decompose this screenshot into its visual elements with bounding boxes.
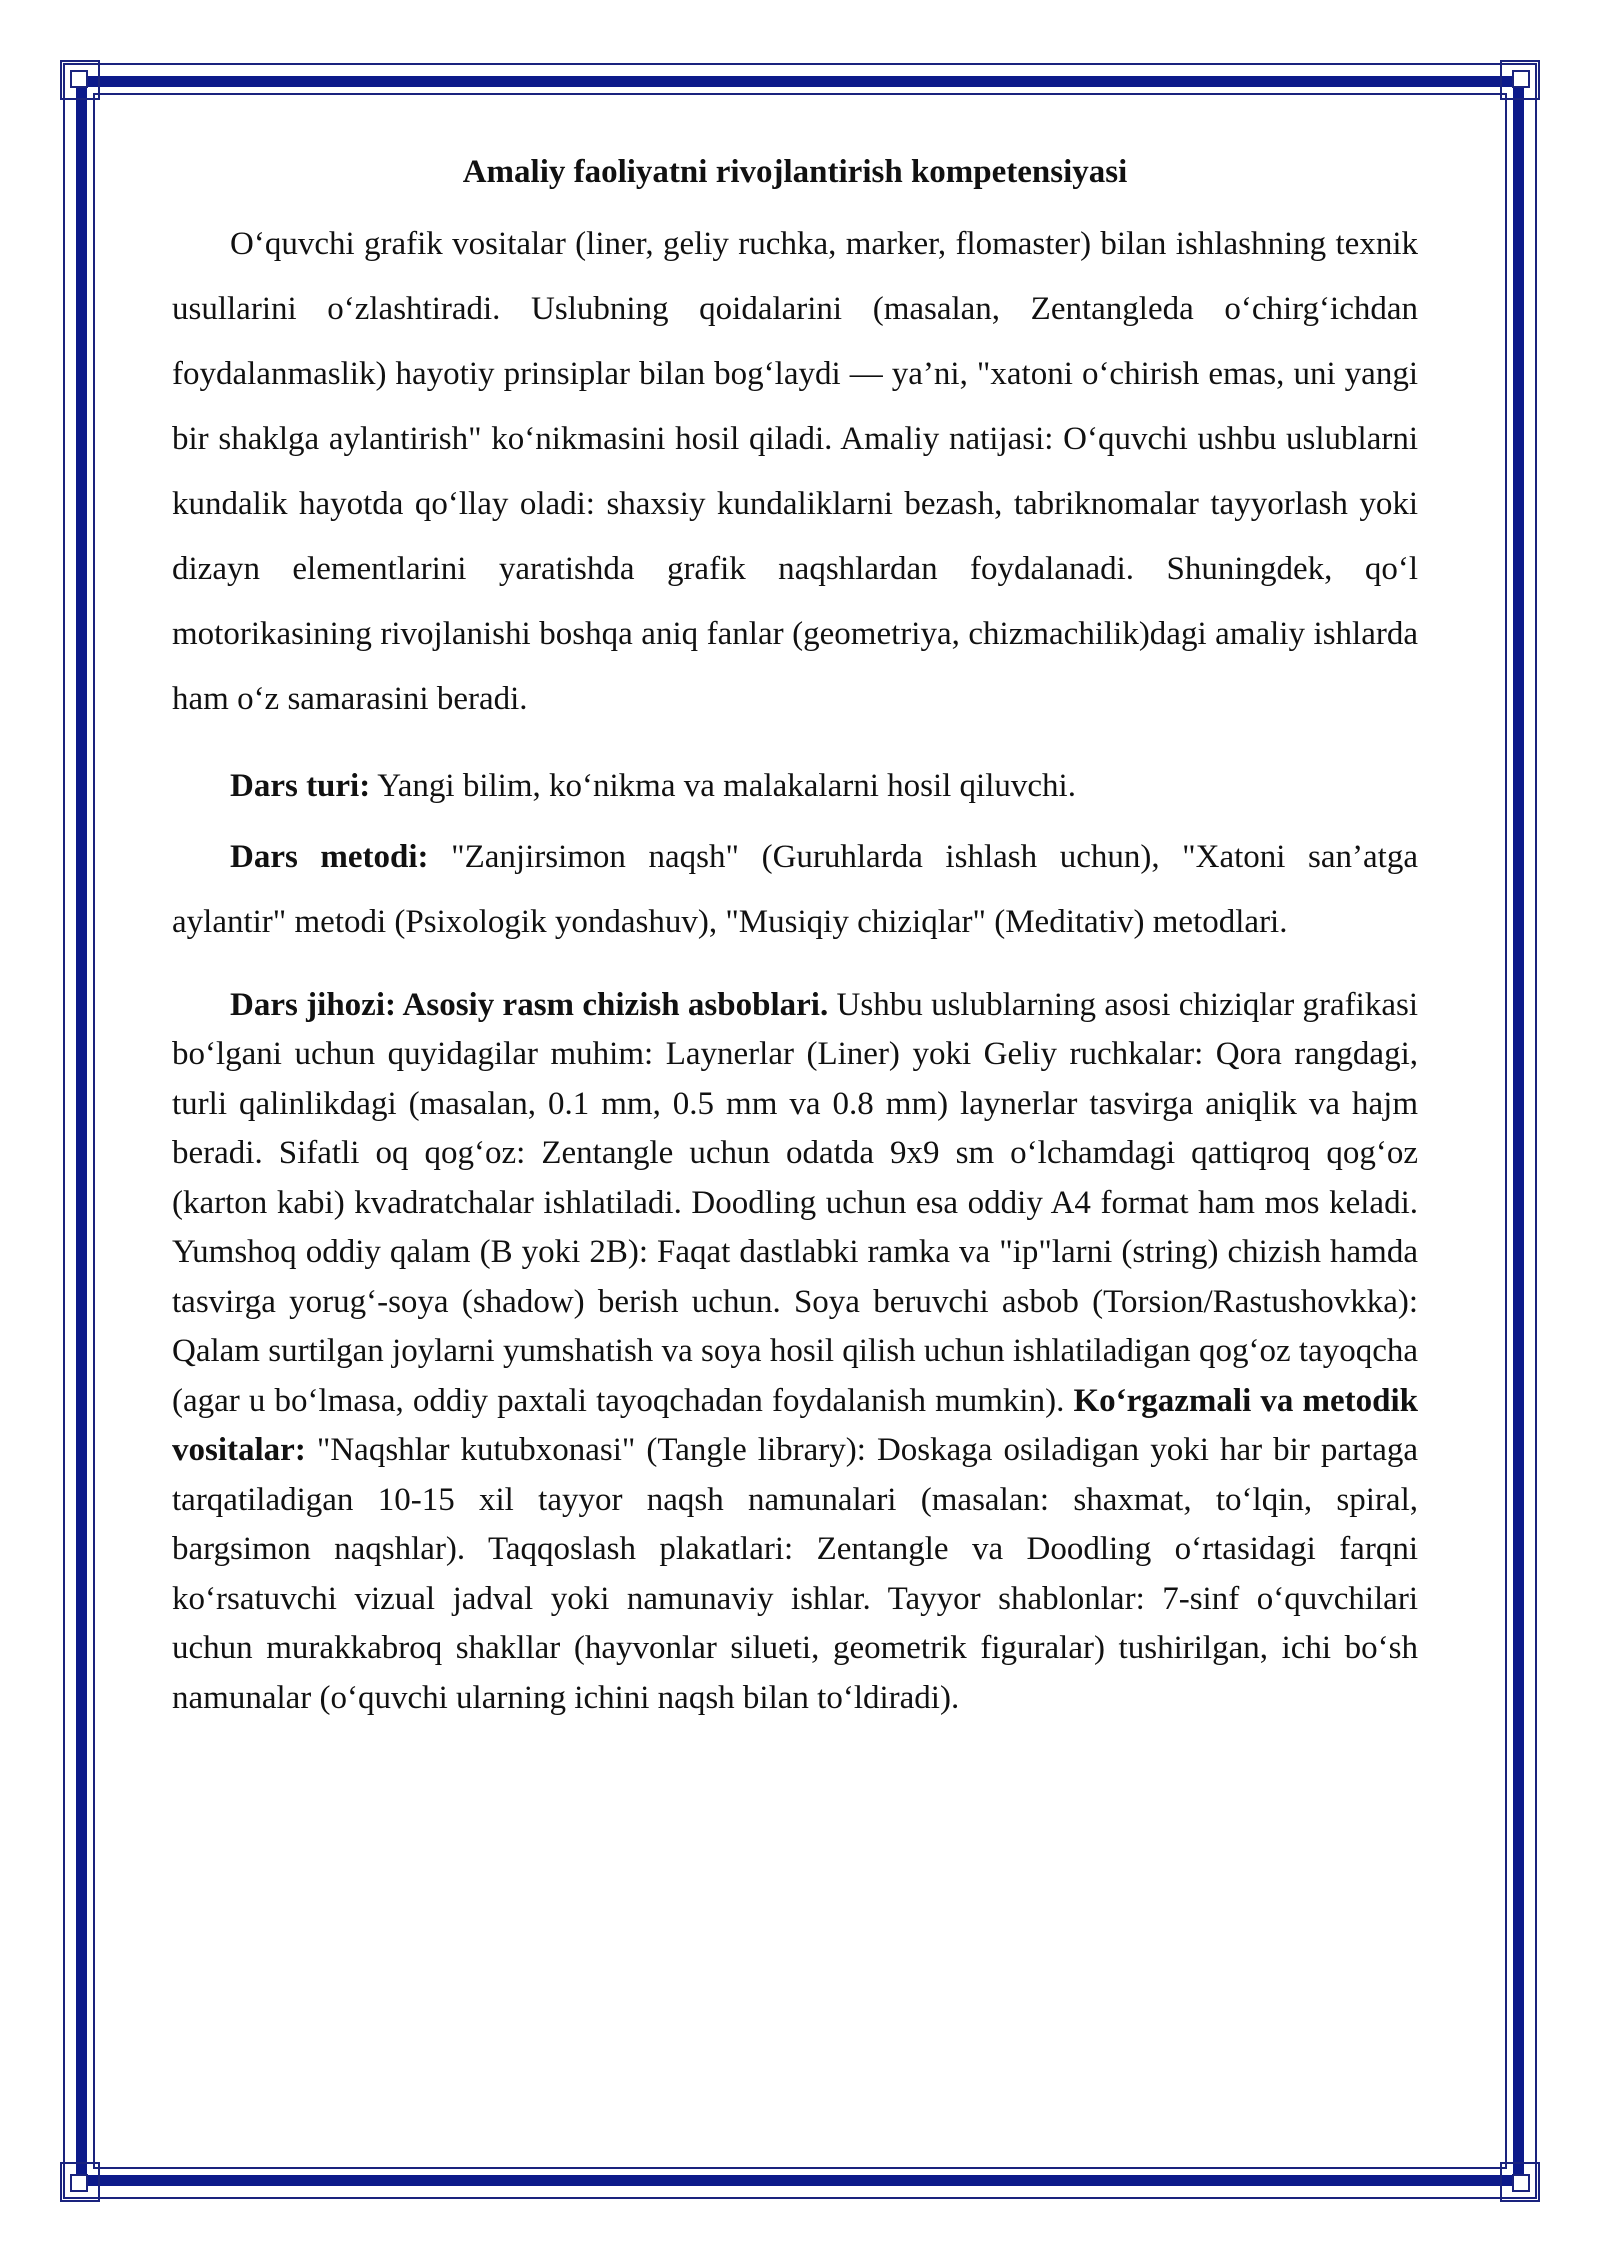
lesson-type-text: Yangi bilim, ko‘nikma va malakalarni hosil qiluvchi. [370,767,1076,804]
page-title: Amaliy faoliyatni rivojlantirish kompetensiyasi [462,154,1128,190]
lesson-method-paragraph [172,825,1418,955]
lesson-equipment-label: Dars jihozi: Asosiy rasm chizish asboblari. [230,986,829,1023]
corner-ornament-bottom-left [60,2162,100,2202]
lesson-method-label: Dars metodi: [230,838,429,875]
lesson-type-label: Dars turi: [230,767,371,804]
lesson-equipment-text-2: "Naqshlar kutubxonasi" (Tangle library): Doskaga osiladigan yoki har bir partaga tarqatiladigan 10-15 xil tayyor naqsh namunalari (masalan: shaxmat, to‘lqin, spiral, bargsimon naqshlar). Taqqoslash plakatlari: Zentangle va Doodling o‘rtasidagi farqni ko‘rsatuvchi vizual jadval yoki namunaviy ishlar. Tayyor shablonlar: 7-sinf o‘quvchilari uchun murakkabroq shakllar (hayvonlar silueti, geometrik figuralar) tushirilgan, ichi bo‘sh namunalar (o‘quvchi ularning ichini naqsh bilan to‘ldiradi). [172,1432,1418,1716]
lesson-equipment-paragraph [172,981,1418,1724]
intro-paragraph: O‘quvchi grafik vositalar (liner, geliy ruchka, marker, flomaster) bilan ishlashning texnik usullarini o‘zlashtiradi. Uslubning qoidalarini (masalan, Zentangleda o‘chirg‘ichdan foydalanmaslik) hayotiy prinsiplar bilan bog‘laydi — ya’ni, "xatoni o‘chirish emas, uni yangi bir shaklga aylantirish" ko‘nikmasini hosil qiladi. Amaliy natijasi: O‘quvchi ushbu uslublarni kundalik hayotda qo‘llay oladi: shaxsiy kundaliklarni bezash, tabriknomalar tayyorlash yoki dizayn elementlarini yaratishda grafik naqshlardan foydalanadi. Shuningdek, qo‘l motorikasining rivojlanishi boshqa aniq fanlar (geometriya, chizmachilik)dagi amaliy ishlarda ham o‘z samarasini beradi. [172,225,1418,717]
corner-ornament-top-left [60,60,100,100]
corner-ornament-top-right [1500,60,1540,100]
visual-aids-label: Ko‘rgazmali va metodik vositalar: [172,1382,1419,1468]
lesson-equipment-text-1: Ushbu uslublarning asosi chiziqlar grafikasi bo‘lgani uchun quyidagilar muhim: Laynerlar (Liner) yoki Geliy ruchkalar: Qora rangdagi, turli qalinlikdagi (masalan, 0.1 mm, 0.5 mm va 0.8 mm) laynerlar tasvirga aniqlik va hajm beradi. Sifatli oq qog‘oz: Zentangle uchun odatda 9x9 sm o‘lchamdagi qattiqroq qog‘oz (karton kabi) kvadratchalar ishlatiladi. Doodling uchun esa oddiy A4 format ham mos keladi. Yumshoq oddiy qalam (B yoki 2B): Faqat dastlabki ramka va "ip"larni (string) chizish hamda tasvirga yorug‘-soya (shadow) berish uchun. Soya beruvchi asbob (Torsion/Rastushovkka): Qalam surtilgan joylarni yumshatish va soya hosil qilish uchun ishlatiladigan qog‘oz tayoqcha (agar u bo‘lmasa, oddiy paxtali tayoqchadan foydalanish mumkin). [172,986,1418,1419]
document-body [172,148,1418,1723]
lesson-method-text: "Zanjirsimon naqsh" (Guruhlarda ishlash uchun), "Xatoni san’atga aylantir" metodi (Psixologik yondashuv), "Musiqiy chiziqlar" (Meditativ) metodlari. [172,838,1418,940]
corner-ornament-bottom-right [1500,2162,1540,2202]
lesson-type-paragraph [172,754,1418,819]
